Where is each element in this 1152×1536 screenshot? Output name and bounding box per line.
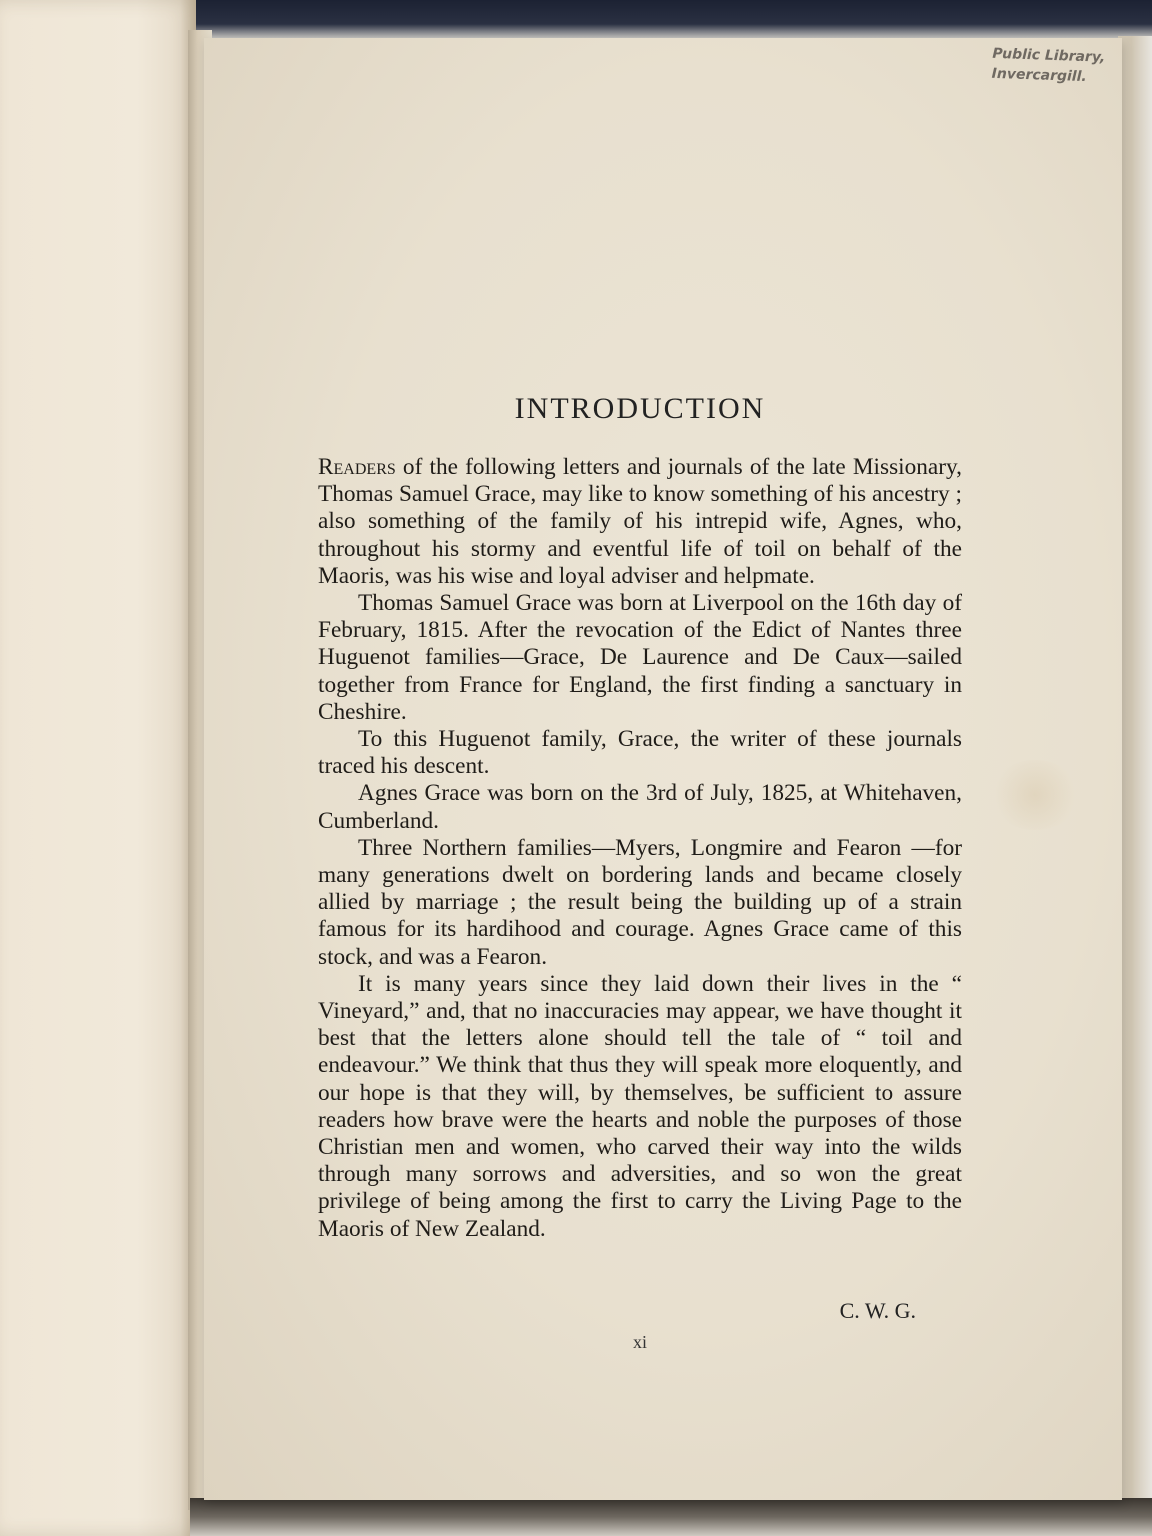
paragraph-5: Three Northern families—Myers, Longmire and Fearon —for many generations dwelt on bordering lands and became closely allied by marriage ; the result being the building up of a strain famous for its hardihood and courage. Agnes Grace came of this stock, and was a Fearon.: [318, 834, 962, 970]
page-edges: [1118, 36, 1152, 1506]
paragraph-1-text: of the following letters and journals of the late Missionary, Thomas Samuel Grace, may like to know something of his ancestry ; also something of the family of his intrepid wife, Agnes, who, throughout his stormy and eventful life of toil on behalf of the Maoris, was his wise and loyal adviser and helpmate.: [318, 454, 962, 589]
paragraph-1-lead: Readers: [318, 454, 396, 480]
left-page: [0, 0, 196, 1536]
library-stamp-line2: Invercargill.: [991, 65, 1088, 86]
paragraph-3: To this Huguenot family, Grace, the writer of these journals traced his descent.: [318, 726, 962, 780]
bottom-cover-edge: [190, 1498, 1152, 1536]
paragraph-4: Agnes Grace was born on the 3rd of July, 1825, at Whitehaven, Cumberland.: [318, 780, 962, 834]
chapter-heading: INTRODUCTION: [514, 392, 766, 425]
paper-stain: [990, 760, 1080, 830]
paragraph-2: Thomas Samuel Grace was born at Liverpool on the 16th day of February, 1815. After the revocation of the Edict of Nantes three Huguenot families—Grace, De Laurence and De Caux—sailed together from France for England, the first finding a sanctuary in Cheshire.: [318, 590, 962, 725]
author-initials: C. W. G.: [839, 1298, 916, 1323]
library-stamp: [991, 44, 1118, 88]
paragraph-6: It is many years since they laid down their lives in the “ Vineyard,” and, that no inaccuracies may appear, we have thought it best that the letters alone should tell the tale of “ toil and endeavour.” We think that thus they will speak more eloquently, and our hope is that they will, by themselves, be sufficient to assure readers how brave were the hearts and noble the purposes of those Christian men and women, who carved their way into the wilds through many sorrows and adversities, and so won the great privilege of being among the first to carry the Living Page to the Maoris of New Zealand.: [318, 970, 962, 1242]
library-stamp-line1: Public Library,: [992, 45, 1106, 66]
paragraph-1: [318, 454, 962, 590]
page-number: xi: [632, 1332, 647, 1352]
introduction-text: [318, 454, 962, 1243]
book-cover-edge: [150, 0, 1152, 40]
